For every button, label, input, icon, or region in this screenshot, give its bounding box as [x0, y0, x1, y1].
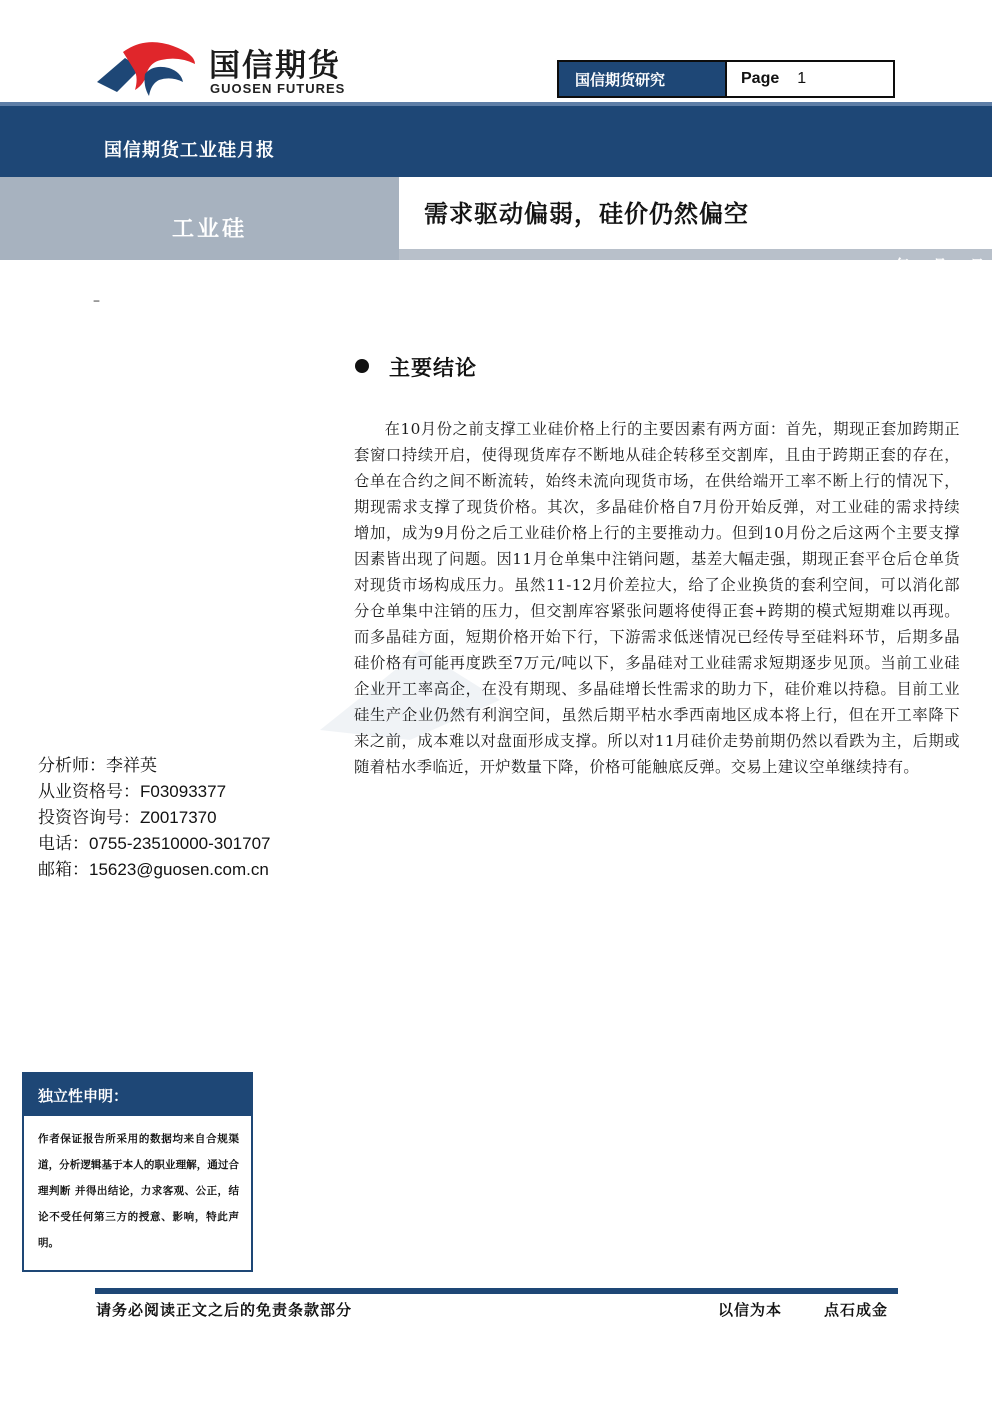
- page-label: Page: [741, 70, 780, 87]
- email-label: 邮箱：: [38, 860, 89, 880]
- phone-row: [38, 831, 271, 857]
- phone-label: 电话：: [38, 834, 89, 854]
- analyst-name-row: [38, 753, 271, 779]
- brand-name-en: GUOSEN FUTURES: [210, 81, 346, 96]
- analyst-name-label: 分析师：: [38, 756, 106, 776]
- consult-number: Z0017370: [140, 808, 217, 827]
- qualification-label: 从业资格号：: [38, 782, 140, 802]
- phone-number: 0755-23510000-301707: [89, 834, 271, 853]
- page-number: 1: [797, 70, 807, 87]
- dash-mark: –: [93, 293, 100, 309]
- qualification-number: F03093377: [140, 782, 227, 801]
- statement-title: 独立性申明：: [24, 1074, 251, 1116]
- research-page-box: [557, 60, 895, 98]
- report-series-title: 国信期货工业硅月报: [104, 140, 275, 161]
- guosen-logo-icon: [95, 38, 205, 100]
- page-indicator: [727, 62, 893, 96]
- bullet-icon: [355, 359, 369, 373]
- brand-name-cn: 国信期货: [209, 48, 341, 84]
- consult-row: [38, 805, 271, 831]
- footer-disclaimer-note: 请务必阅读正文之后的免责条款部分: [96, 1301, 353, 1319]
- footer-motto-2: 点石成金: [824, 1301, 889, 1319]
- email-address: 15623@guosen.com.cn: [89, 860, 269, 879]
- section-title: 主要结论: [389, 355, 477, 380]
- consult-label: 投资咨询号：: [38, 808, 140, 828]
- footer-divider: [95, 1288, 898, 1294]
- qualification-row: [38, 779, 271, 805]
- email-row: [38, 857, 271, 883]
- conclusion-paragraph: 在10月份之前支撑工业硅价格上行的主要因素有两方面：首先，期现正套加跨期正套窗口持续开启，使得现货库存不断地从硅企转移至交割库，且由于跨期正套的存在，仓单在合约之间不断流转，始终未流向现货市场，在供给端开工率不断上行的情况下，期现需求支撑了现货价格。其次，多晶硅价格自7月份开始反弹，对工业硅的需求持续增加，成为9月份之后工业硅价格上行的主要推动力。但到10月份之后这两个主要支撑因素皆出现了问题。因11月仓单集中注销问题，基差大幅走强，期现正套平仓后仓单货对现货市场构成压力。虽然11-12月价差拉大，给了企业换货的套利空间，可以消化部分仓单集中注销的压力，但交割库容紧张问题将使得正套+跨期的模式短期难以再现。而多晶硅方面，短期价格开始下行，下游需求低迷情况已经传导至硅料环节，后期多晶硅价格有可能再度跌至7万元/吨以下，多晶硅对工业硅需求短期逐步见顶。当前工业硅企业开工率高企，在没有期现、多晶硅增长性需求的助力下，硅价难以持稳。目前工业硅生产企业仍然有利润空间，虽然后期平枯水季西南地区成本将上行，但在开工率降下来之前，成本难以对盘面形成支撑。所以对11月硅价走势前期仍然以看跌为主，后期或随着枯水季临近，开炉数量下降，价格可能触底反弹。交易上建议空单继续持有。: [354, 420, 960, 776]
- sector-label: 工业硅: [172, 216, 248, 242]
- footer-motto-1: 以信为本: [718, 1301, 783, 1319]
- statement-body: 作者保证报告所采用的数据均来自合规渠道，分析逻辑基于本人的职业理解，通过合理判断 并得出结论，力求客观、公正，结论不受任何第三方的授意、影响，特此声明。: [38, 1133, 239, 1249]
- analyst-name: 李祥英: [106, 756, 157, 776]
- analyst-info: [38, 753, 271, 883]
- report-date: 2023 年 10 月 29 日: [860, 257, 984, 273]
- independence-statement-box: [22, 1072, 253, 1272]
- report-headline: 需求驱动偏弱，硅价仍然偏空: [424, 199, 749, 228]
- research-label: 国信期货研究: [559, 62, 727, 96]
